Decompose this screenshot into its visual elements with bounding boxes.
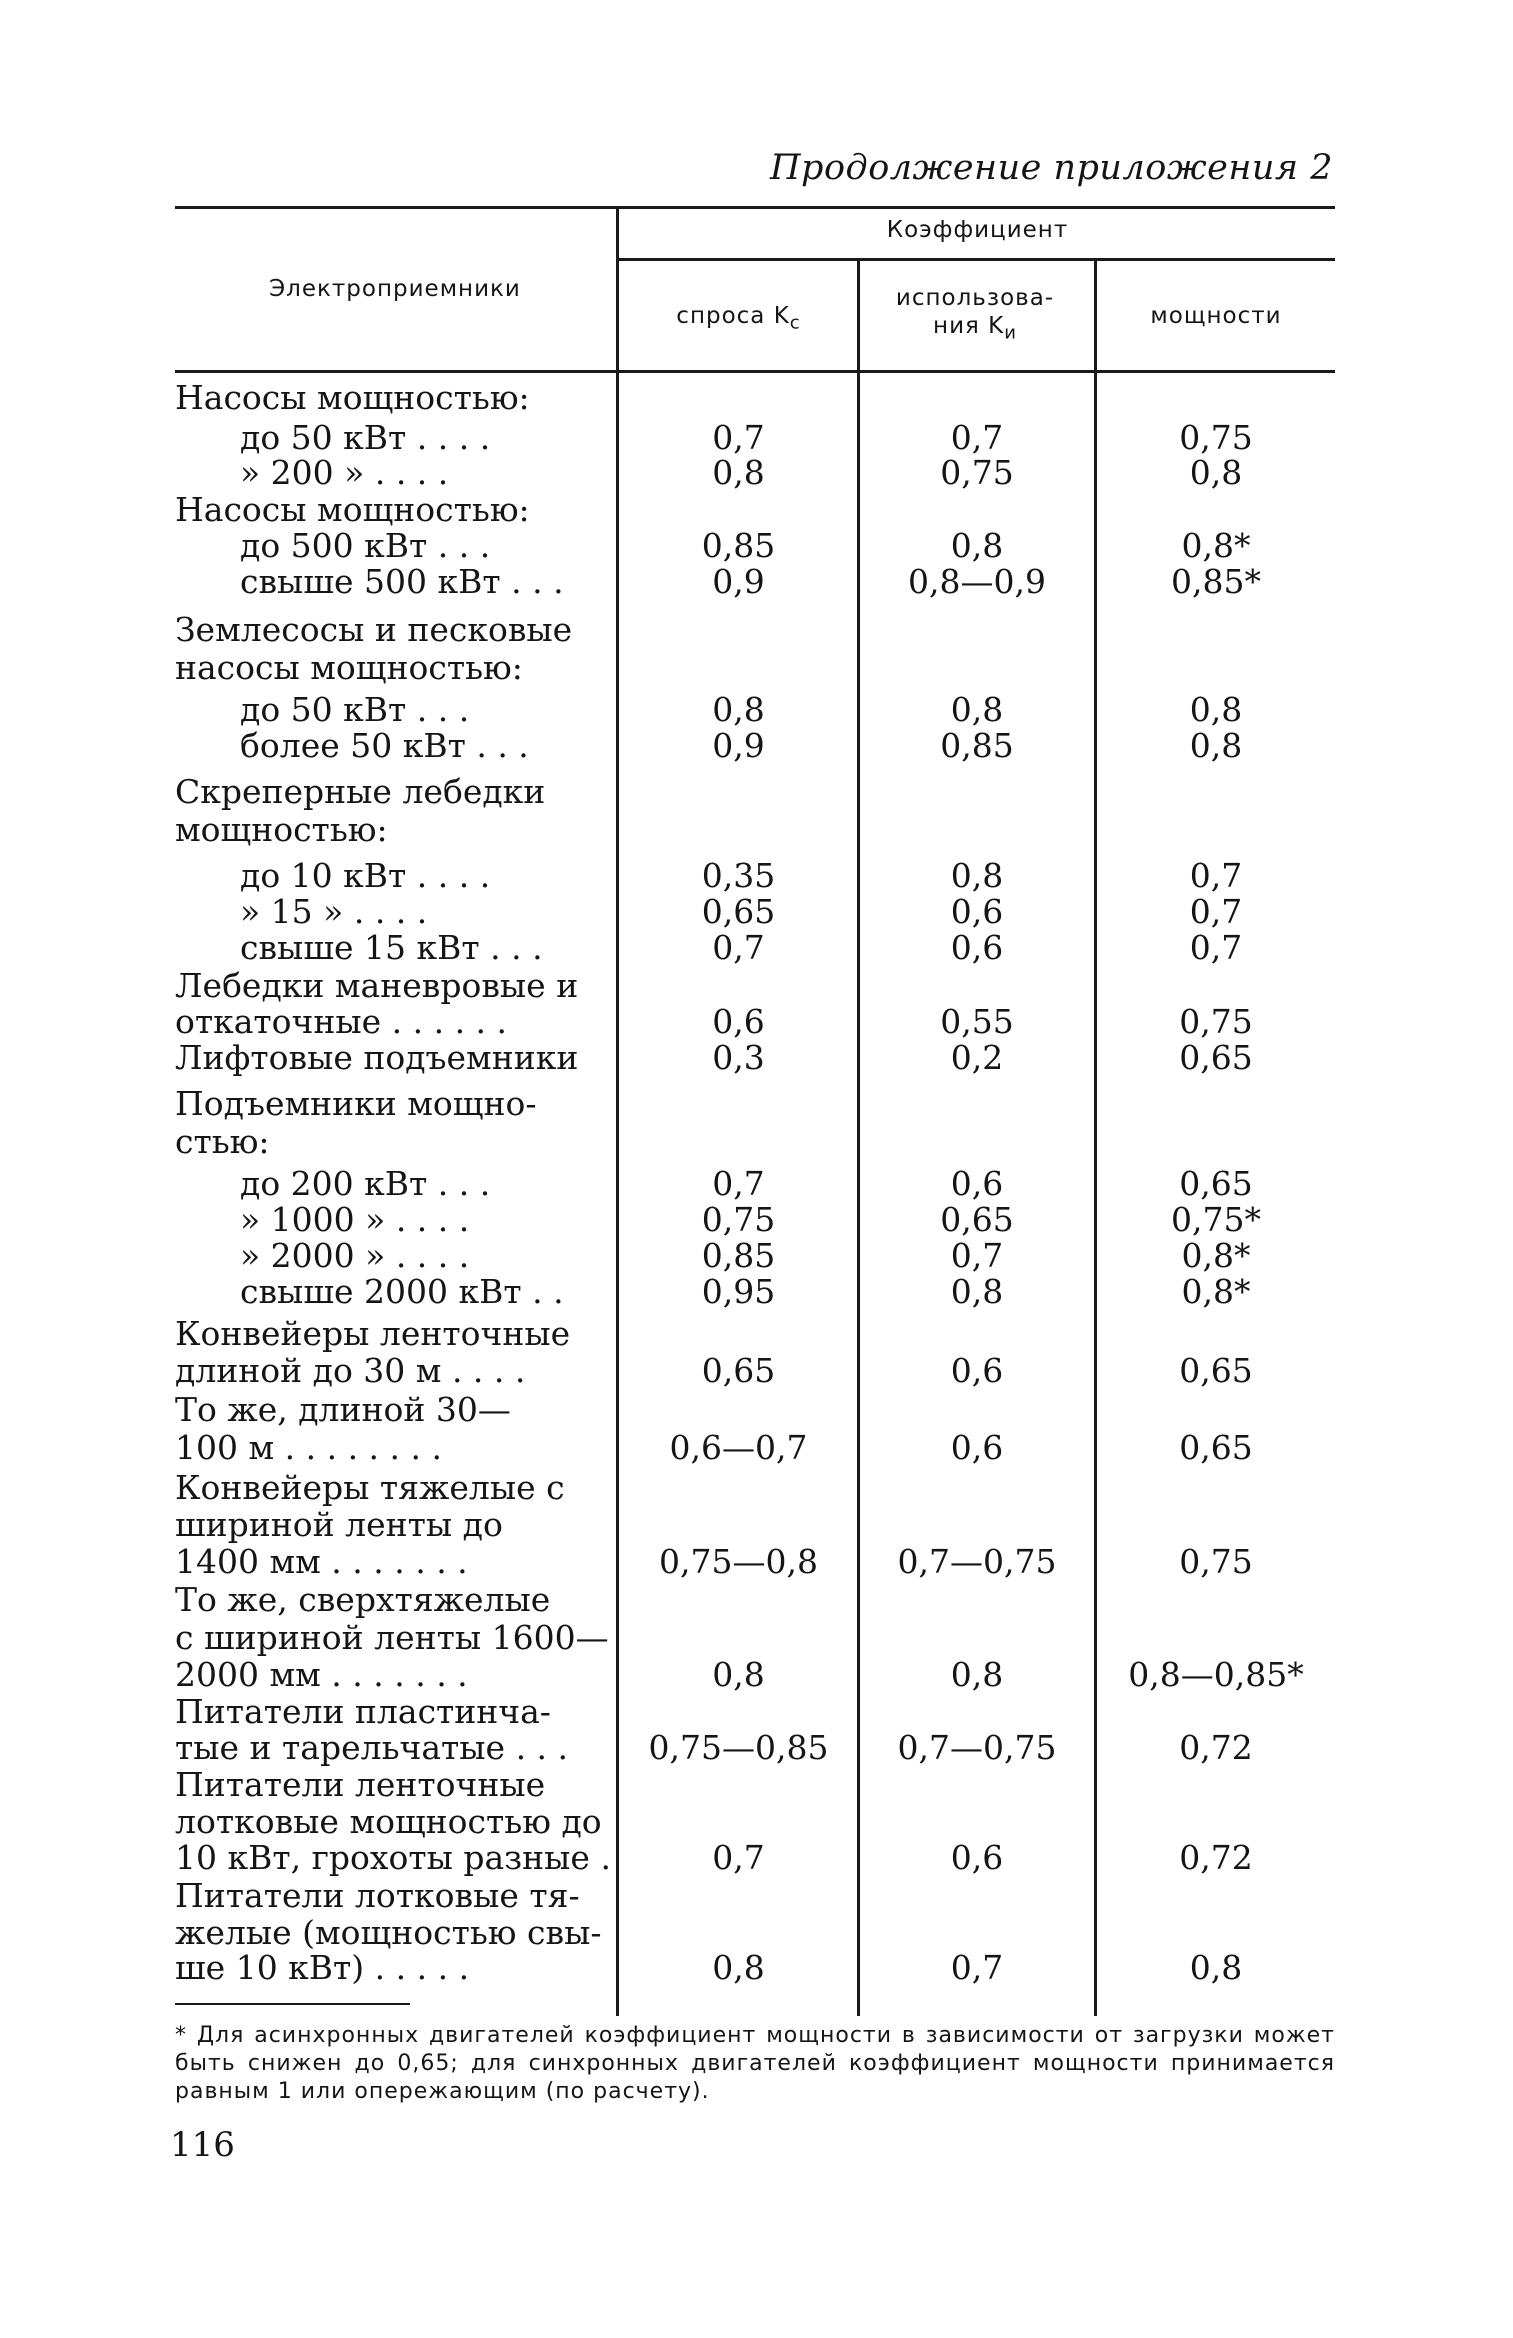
row-label: лотковые мощностью до [175,1802,602,1841]
row-label: тые и тарельчатые . . . [175,1728,569,1767]
row-demand-value: 0,8 [712,690,765,729]
receivers-column-divider [616,206,619,2016]
row-label: То же, длиной 30— [175,1390,511,1429]
row-usage-value: 0,7—0,75 [897,1728,1057,1767]
row-label: То же, сверхтяжелые [175,1580,551,1619]
coefficient-rule [618,258,1335,261]
row-label: Землесосы и песковые [175,610,573,649]
row-label: откаточные . . . . . . [175,1002,508,1041]
row-label: более 50 кВт . . . [240,726,529,765]
row-label: Лебедки маневровые и [175,966,579,1005]
row-power-value: 0,85* [1171,562,1261,601]
row-demand-value: 0,7 [712,928,765,967]
row-power-value: 0,7 [1189,856,1243,895]
row-label: Подъемники мощно- [175,1084,537,1123]
row-label: Конвейеры тяжелые с [175,1468,565,1507]
row-demand-value: 0,9 [712,562,765,601]
row-label: до 500 кВт . . . [240,526,491,565]
row-power-value: 0,8 [1189,1948,1243,1987]
row-usage-value: 0,6 [950,1164,1004,1203]
row-demand-value: 0,9 [712,726,765,765]
row-label: свыше 15 кВт . . . [240,928,543,967]
row-usage-value: 0,55 [940,1002,1014,1041]
row-demand-value: 0,7 [712,1838,765,1877]
header-usage: использова-ния $K_и$ [895,285,1055,344]
row-label: свыше 500 кВт . . . [240,562,564,601]
row-power-value: 0,65 [1179,1164,1253,1203]
row-power-value: 0,65 [1179,1351,1253,1390]
row-demand-value: 0,8 [712,1655,765,1694]
header-receivers: Электроприемники [269,276,521,302]
row-demand-value: 0,75—0,85 [648,1728,829,1767]
row-demand-value: 0,3 [712,1038,765,1077]
row-label: ше 10 кВт) . . . . . [175,1948,470,1987]
row-label: с шириной ленты 1600— [175,1618,609,1657]
row-usage-value: 0,8 [950,1272,1004,1311]
row-usage-value: 0,7—0,75 [897,1542,1057,1581]
row-power-value: 0,65 [1179,1428,1253,1467]
row-label: Питатели лотковые тя- [175,1876,580,1915]
header-bottom-rule [175,370,1335,373]
row-demand-value: 0,85 [701,526,776,565]
row-label: Насосы мощностью: [175,490,530,529]
row-demand-value: 0,35 [701,856,776,895]
row-demand-value: 0,85 [701,1236,776,1275]
header-coefficient: Коэффициент [886,217,1069,243]
row-label: длиной до 30 м . . . . [175,1351,526,1390]
row-usage-value: 0,65 [940,1200,1014,1239]
row-power-value: 0,7 [1189,892,1243,931]
row-power-value: 0,7 [1189,928,1243,967]
footnote-rule [175,2003,410,2005]
row-label: Питатели пластинча- [175,1692,551,1731]
row-power-value: 0,65 [1179,1038,1253,1077]
header-power: мощности [1150,303,1282,329]
row-power-value: 0,75* [1171,1200,1261,1239]
page-number: 116 [170,2125,235,2165]
footnote: * Для асинхронных двигателей коэффициент мощности в зависимости от загрузки может быть снижен до 0,65; для синхронных двигателей коэффициент мощности принимается равным 1 или опережающим (по расчету). [175,2023,1335,2104]
row-demand-value: 0,75—0,8 [659,1542,818,1581]
row-usage-value: 0,8 [950,1655,1004,1694]
row-power-value: 0,8 [1189,453,1243,492]
row-label: свыше 2000 кВт . . [240,1272,564,1311]
row-power-value: 0,8 [1189,726,1243,765]
row-usage-value: 0,6 [950,1838,1004,1877]
row-usage-value: 0,6 [950,1428,1004,1467]
row-usage-value: 0,75 [940,453,1014,492]
row-label: 1400 мм . . . . . . . [175,1542,468,1581]
row-power-value: 0,75 [1179,418,1253,457]
header-demand: спроса $K_с$ [676,303,801,334]
row-label: желые (мощностью свы- [175,1913,602,1952]
row-usage-value: 0,8 [950,690,1004,729]
row-label: Питатели ленточные [175,1765,546,1804]
row-demand-value: 0,8 [712,453,765,492]
row-usage-value: 0,2 [950,1038,1004,1077]
row-usage-value: 0,7 [950,1236,1004,1275]
row-demand-value: 0,6—0,7 [669,1428,808,1467]
row-label: 2000 мм . . . . . . . [175,1655,468,1694]
row-label: до 10 кВт . . . . [240,856,491,895]
row-demand-value: 0,65 [701,1351,776,1390]
row-power-value: 0,8* [1181,1236,1251,1275]
row-demand-value: 0,6 [712,1002,765,1041]
row-usage-value: 0,6 [950,892,1004,931]
row-power-value: 0,72 [1179,1728,1253,1767]
row-power-value: 0,75 [1179,1002,1253,1041]
row-usage-value: 0,7 [950,1948,1004,1987]
row-power-value: 0,8—0,85* [1128,1655,1304,1694]
row-usage-value: 0,85 [940,726,1014,765]
row-usage-value: 0,7 [950,418,1004,457]
row-label: шириной ленты до [175,1505,503,1544]
row-power-value: 0,8* [1181,1272,1251,1311]
table-top-rule [175,206,1335,209]
row-demand-value: 0,8 [712,1948,765,1987]
row-label: насосы мощностью: [175,648,523,687]
row-usage-value: 0,6 [950,1351,1004,1390]
row-label: » 200 » . . . . [240,453,449,492]
row-label: Конвейеры ленточные [175,1314,571,1353]
row-label: до 50 кВт . . . . [240,418,491,457]
row-power-value: 0,8* [1181,526,1251,565]
row-usage-value: 0,8 [950,526,1004,565]
row-demand-value: 0,75 [701,1200,776,1239]
row-label: » 1000 » . . . . [240,1200,470,1239]
row-label: Лифтовые подъемники [175,1038,579,1077]
row-demand-value: 0,7 [712,1164,765,1203]
row-power-value: 0,72 [1179,1838,1253,1877]
row-power-value: 0,8 [1189,690,1243,729]
row-label: Насосы мощностью: [175,378,530,417]
row-label: Скреперные лебедки [175,772,546,811]
row-usage-value: 0,8—0,9 [908,562,1046,601]
row-usage-value: 0,8 [950,856,1004,895]
row-label: стью: [175,1122,270,1161]
row-demand-value: 0,95 [701,1272,776,1311]
row-label: 10 кВт, грохоты разные . [175,1838,611,1877]
row-label: » 2000 » . . . . [240,1236,470,1275]
row-demand-value: 0,7 [712,418,765,457]
row-label: 100 м . . . . . . . . [175,1428,442,1467]
row-usage-value: 0,6 [950,928,1004,967]
continuation-title: Продолжение приложения 2 [770,148,1333,188]
row-label: » 15 » . . . . [240,892,428,931]
row-power-value: 0,75 [1179,1542,1253,1581]
row-label: до 50 кВт . . . [240,690,470,729]
row-label: мощностью: [175,810,388,849]
row-demand-value: 0,65 [701,892,776,931]
row-label: до 200 кВт . . . [240,1164,491,1203]
